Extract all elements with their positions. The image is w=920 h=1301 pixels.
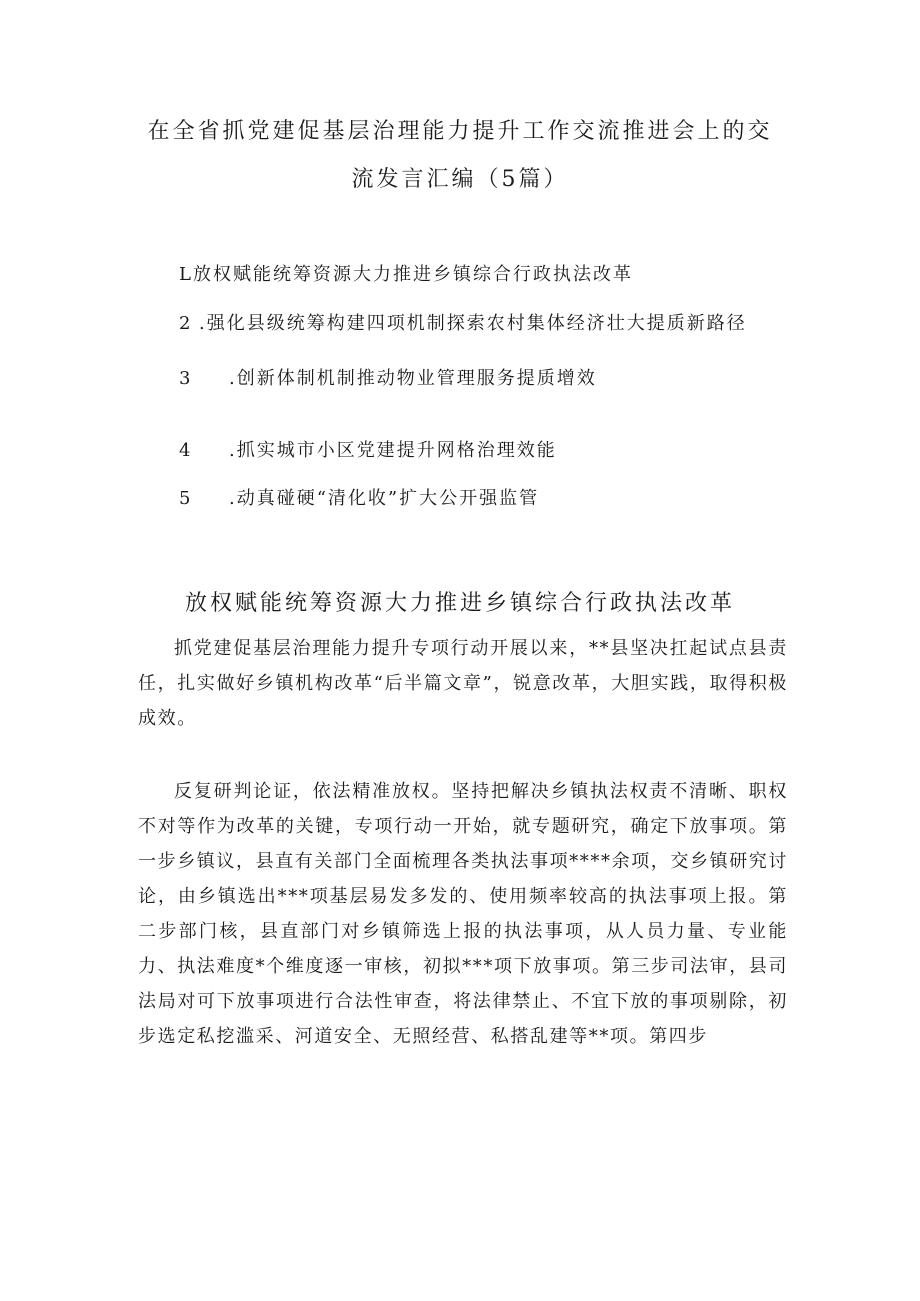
toc-item-number: L xyxy=(179,264,193,285)
document-title-line-2: 流发言汇编（5篇） xyxy=(351,167,569,192)
toc-item-number: 5 xyxy=(179,488,193,509)
toc-item-2 xyxy=(179,314,747,334)
toc-item-3 xyxy=(179,369,597,389)
toc-item-number: 2 xyxy=(179,313,193,334)
document-title-line-1: 在全省抓党建促基层治理能力提升工作交流推进会上的交 xyxy=(147,119,773,144)
toc-item-5 xyxy=(179,489,539,509)
toc-item-text: .创新体制机制推动物业管理服务提质增效 xyxy=(229,368,597,389)
toc-item-1 xyxy=(179,265,633,285)
toc-item-text: .抓实城市小区党建提升网格治理效能 xyxy=(229,440,557,461)
toc-item-text: .强化县级统筹构建四项机制探索农村集体经济壮大提质新路径 xyxy=(199,313,747,334)
toc-item-number: 4 xyxy=(179,440,193,461)
body-paragraph-2: 反复研判论证，依法精准放权。坚持把解决乡镇执法权责不清晰、职权不对等作为改革的关键，专项行动一开始，就专题研究，确定下放事项。第一步乡镇议，县直有关部门全面梳理各类执法事项****余项，交乡镇研究讨论，由乡镇选出***项基层易发多发的、使用频率较高的执法事项上报。第二步部门核，县直部门对乡镇筛选上报的执法事项，从人员力量、专业能力、执法难度*个维度逐一审核，初拟***项下放事项。第三步司法审，县司法局对可下放事项进行合法性审查，将法律禁止、不宜下放的事项剔除，初步选定私挖滥采、河道安全、无照经营、私搭乱建等**项。第四步 xyxy=(138,781,788,1047)
section-title: 放权赋能统筹资源大力推进乡镇综合行政执法改革 xyxy=(184,591,735,616)
body-paragraph-1: 抓党建促基层治理能力提升专项行动开展以来，**县坚决扛起试点县责任，扎实做好乡镇机构改革“后半篇文章”，锐意改革，大胆实践，取得积极成效。 xyxy=(138,638,788,729)
toc-item-text: .动真碰硬“清化收”扩大公开强监管 xyxy=(229,488,540,509)
toc-item-4 xyxy=(179,441,557,461)
toc-item-text: 放权赋能统筹资源大力推进乡镇综合行政执法改革 xyxy=(192,264,633,285)
toc-item-number: 3 xyxy=(179,368,193,389)
